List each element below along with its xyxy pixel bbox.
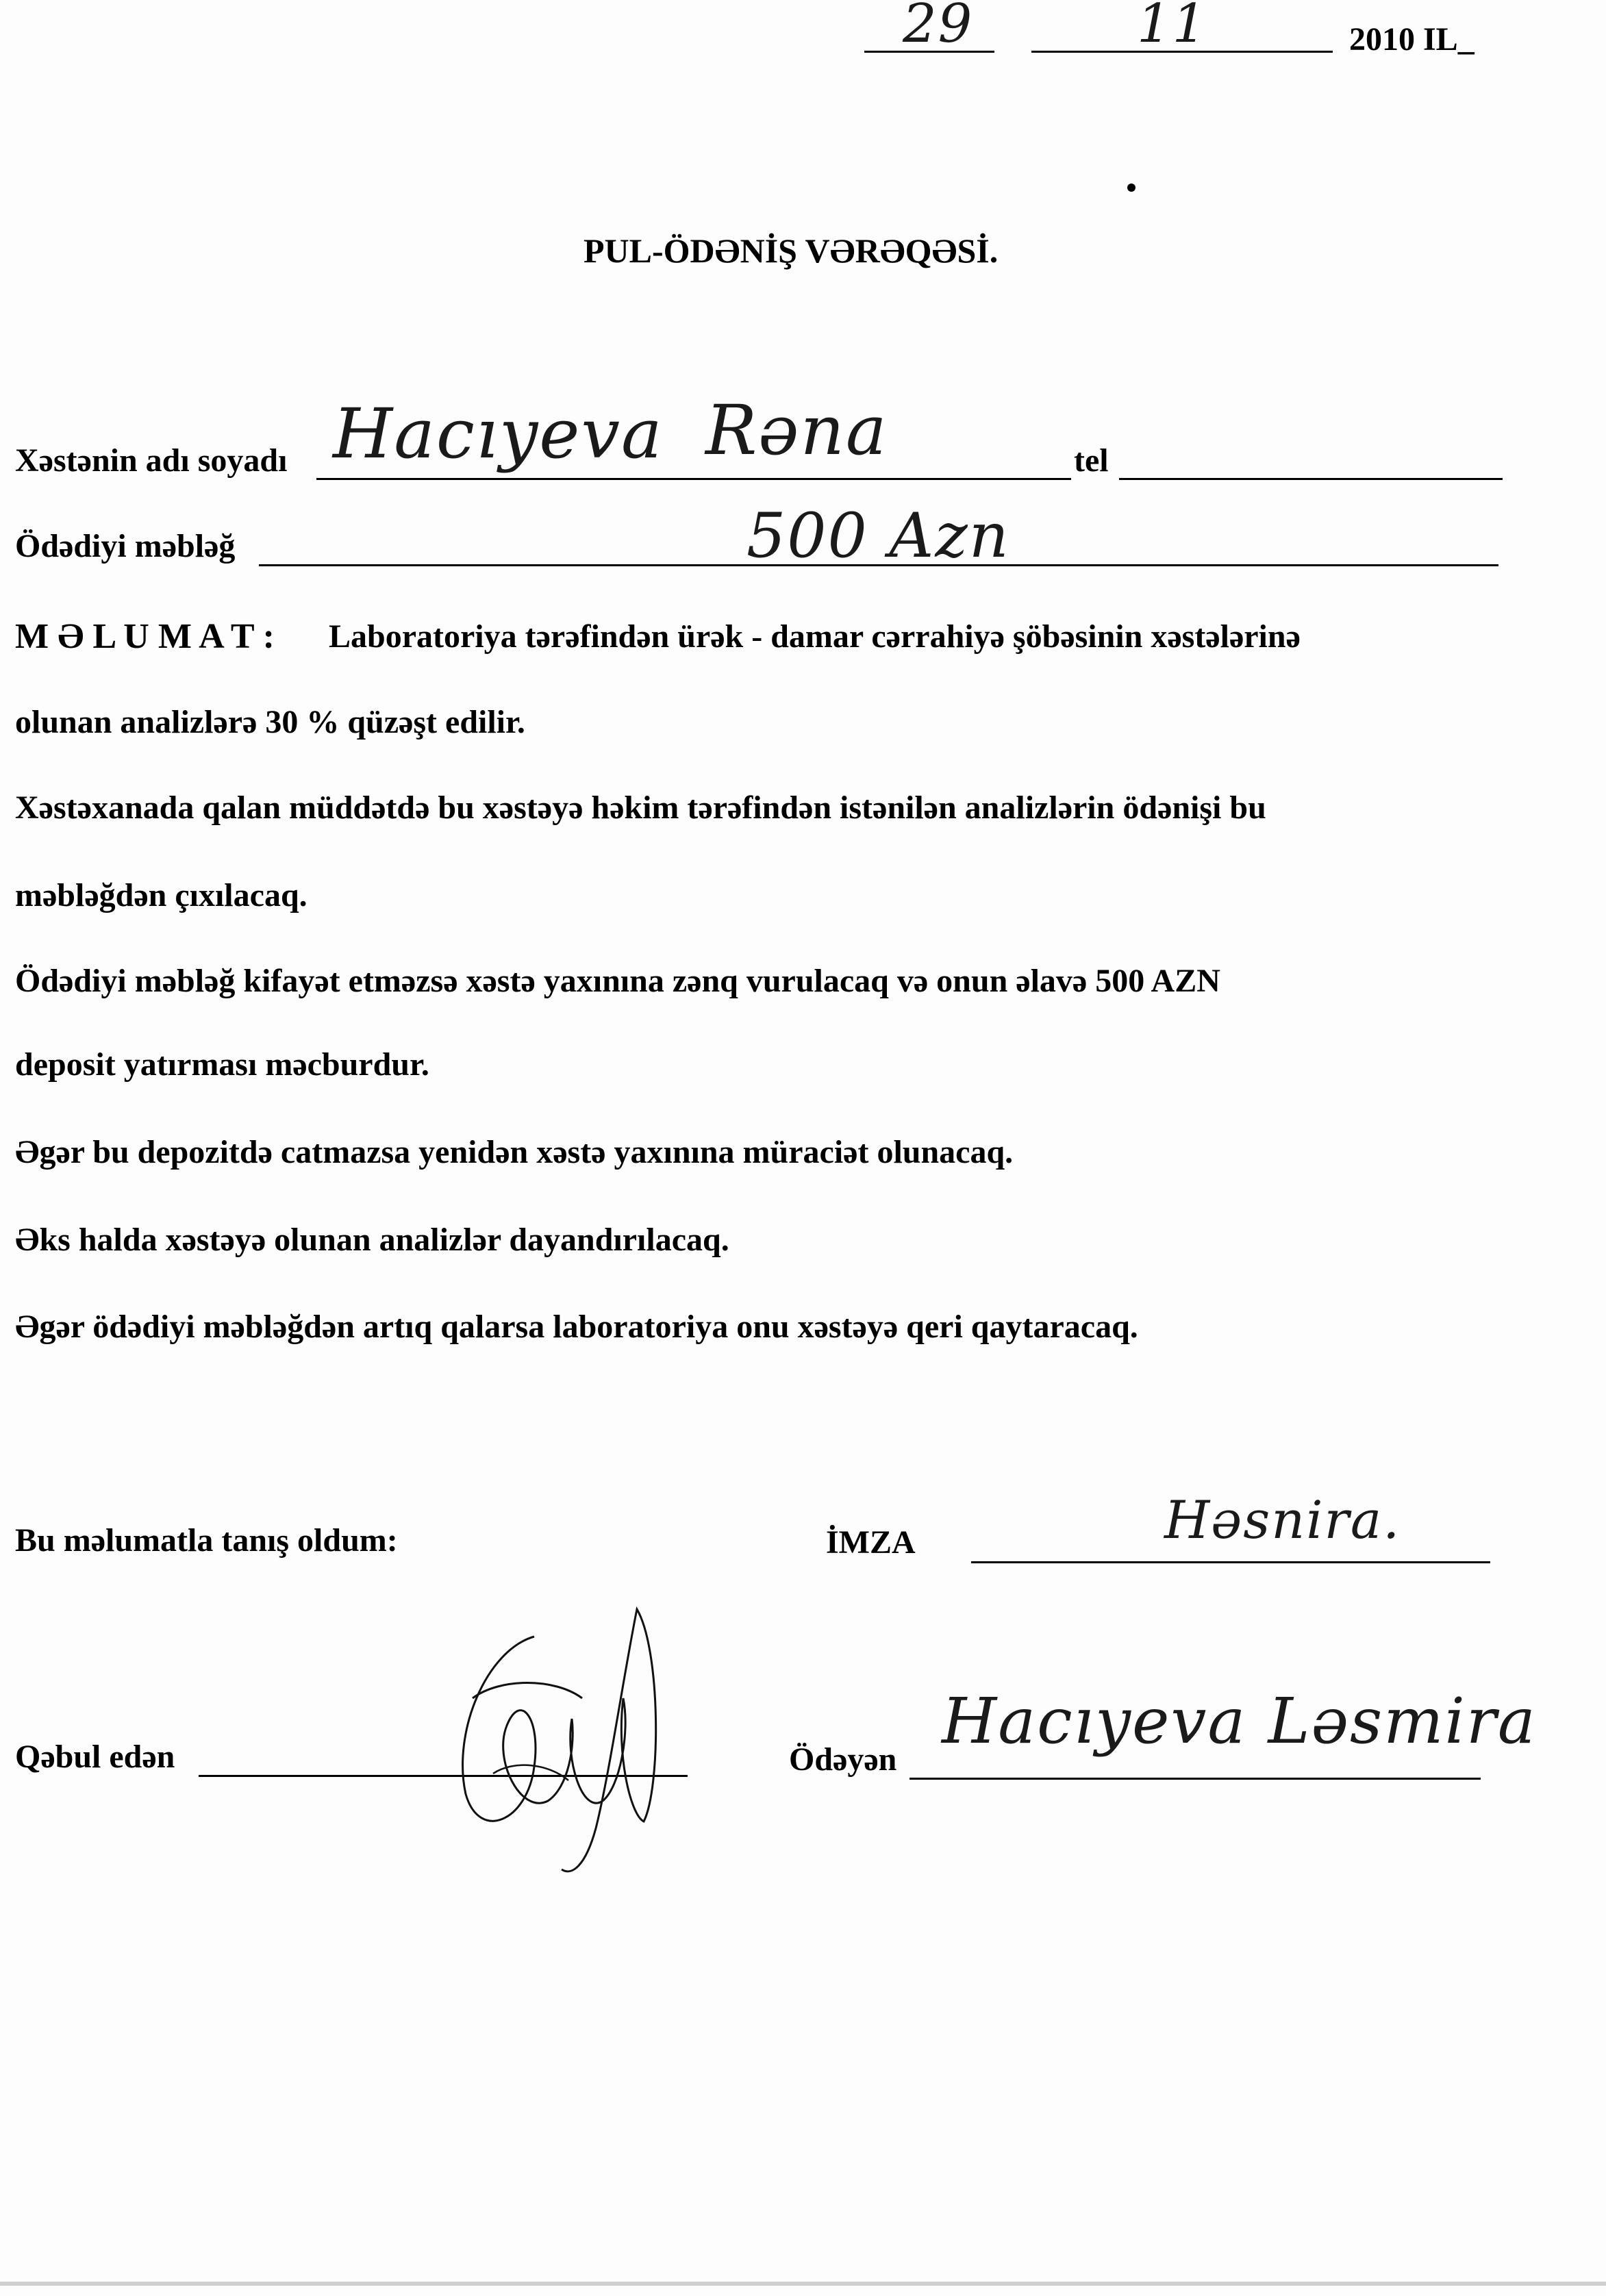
year-label: 2010 IL_ [1349, 21, 1475, 58]
patient-name-underline [316, 478, 1071, 480]
payer-label: Ödəyən [789, 1741, 897, 1778]
info-line-5: Ödədiyi məbləğ kifayət etməzsə xəstə yaxınına zənq vurulacaq və onun əlavə 500 AZN [15, 963, 1220, 999]
tel-label: tel [1074, 442, 1109, 479]
imza-underline [971, 1561, 1490, 1563]
acknowledgment-label: Bu məlumatla tanış oldum: [15, 1522, 398, 1559]
receiver-label: Qəbul edən [15, 1739, 175, 1775]
imza-label: İMZA [826, 1524, 916, 1561]
info-line-7: Əgər bu depozitdə catmazsa yenidən xəstə yaxınına müraciət olunacaq. [15, 1134, 1014, 1170]
payer-underline [909, 1778, 1481, 1780]
imza-handwritten: Həsnira. [1164, 1489, 1401, 1550]
info-line-4: məbləğdən çıxılacaq. [15, 877, 308, 913]
tel-underline [1119, 478, 1503, 480]
info-line-9: Əgər ödədiyi məbləğdən artıq qalarsa laboratoriya onu xəstəyə qeri qaytaracaq. [15, 1309, 1138, 1345]
page-title: PUL-ÖDƏNİŞ VƏRƏQƏSİ. [584, 231, 999, 270]
info-line-1: Laboratoriya tərəfindən ürək - damar cərrahiyə şöbəsinin xəstələrinə [329, 618, 1301, 655]
patient-firstname-handwritten: Rəna [705, 390, 888, 470]
info-heading: M Ə L U M A T : [15, 617, 275, 656]
day-value: 29 [903, 0, 974, 55]
month-value: 11 [1137, 0, 1208, 55]
info-line-2: olunan analizlərə 30 % qüzəşt edilir. [15, 704, 525, 740]
page-bottom-edge [0, 2282, 1606, 2286]
payer-handwritten: Hacıyeva Ləsmira [942, 1685, 1537, 1758]
info-line-6: deposit yatırması məcburdur. [15, 1046, 429, 1083]
info-line-3: Xəstəxanada qalan müddətdə bu xəstəyə həkim tərəfindən istənilən analizlərin ödənişi bu [15, 790, 1266, 826]
receiver-signature [425, 1595, 671, 1883]
speck-dot [1127, 184, 1136, 192]
patient-name-label: Xəstənin adı soyadı [15, 442, 288, 479]
info-line-8: Əks halda xəstəyə olunan analizlər dayandırılacaq. [15, 1222, 729, 1258]
amount-label: Ödədiyi məbləğ [15, 528, 236, 564]
patient-surname-handwritten: Hacıyeva [333, 394, 664, 474]
amount-handwritten: 500 Azn [746, 500, 1010, 572]
